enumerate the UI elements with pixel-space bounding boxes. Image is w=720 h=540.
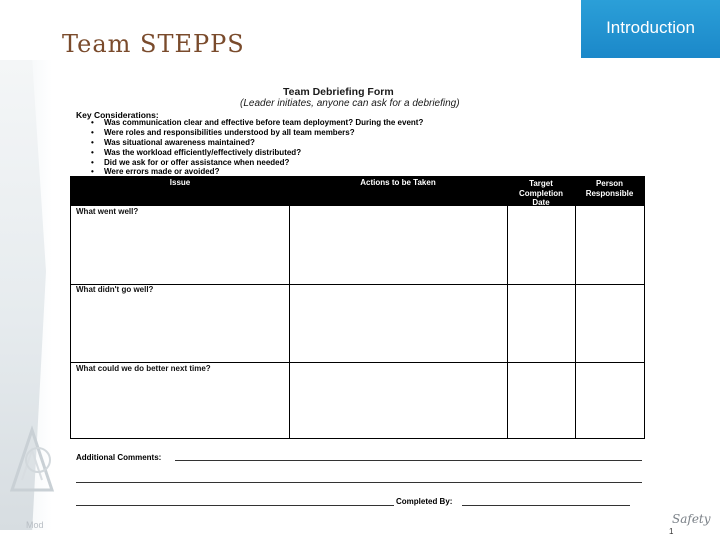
form-subtitle: (Leader initiates, anyone can ask for a debriefing) [240,98,460,109]
additional-comments-line[interactable] [175,460,642,461]
column-header-target-date: Target Completion Date [519,179,563,207]
additional-comments-line[interactable] [76,482,642,483]
row-divider [71,284,644,285]
key-considerations-heading: Key Considerations: [76,110,159,120]
list-item: • Were roles and responsibilities understood by all team members? [91,128,423,138]
teamstepps-brand-title: Team STEPPS [62,30,245,58]
column-header-issue: Issue [169,178,191,187]
row-label-went-well: What went well? [76,207,139,216]
list-item: • Did we ask for or offer assistance when needed? [91,158,423,168]
additional-comments-label: Additional Comments: [76,453,162,462]
list-item: • Was the workload efficiently/effectively distributed? [91,148,423,158]
section-banner [581,0,720,58]
debrief-table [70,176,645,439]
additional-comments-line[interactable] [76,505,394,506]
key-considerations-list [91,118,423,177]
completed-by-line[interactable] [462,505,630,506]
column-divider [507,206,508,438]
safety-logo-text: Safety [672,512,711,526]
column-header-actions: Actions to be Taken [360,178,436,187]
table-header [71,177,644,206]
row-divider [71,362,644,363]
column-divider [575,206,576,438]
row-label-do-better: What could we do better next time? [76,364,211,373]
column-divider [289,206,290,438]
list-item: • Were errors made or avoided? [91,167,423,177]
page-number: 1 [669,527,674,536]
column-header-person: Person Responsible [585,179,634,198]
list-item: • Was communication clear and effective before team deployment? During the event? [91,118,423,128]
row-label-didnt-go-well: What didn't go well? [76,285,154,294]
section-title: Introduction [606,18,695,37]
form-title: Team Debriefing Form [283,86,394,98]
list-item: • Was situational awareness maintained? [91,138,423,148]
module-label: Mod [26,520,44,530]
teamstepps-logo-icon [8,420,60,510]
completed-by-label: Completed By: [396,497,453,506]
